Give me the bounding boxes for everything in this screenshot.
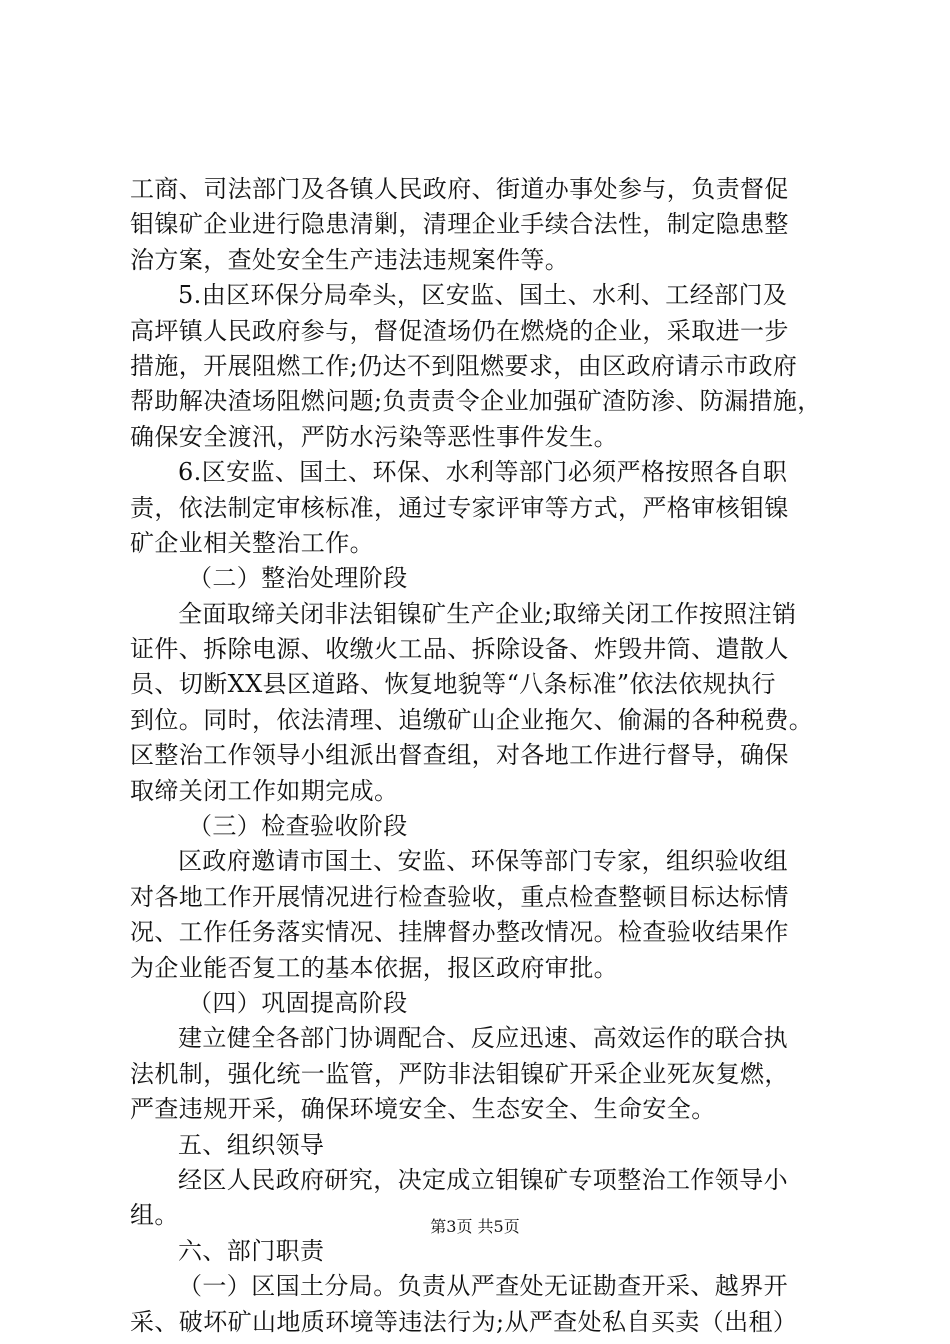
section-heading-responsibilities: 六、部门职责 [178,1236,325,1265]
paragraph-start: 全面取缔关闭非法钼镍矿生产企业;取缔关闭工作按照注销 [178,599,797,628]
text-line: 法机制，强化统一监管，严防非法钼镍矿开采企业死灰复燃， [130,1059,789,1088]
section-heading-inspection: （三）检查验收阶段 [188,812,408,841]
section-heading-consolidation: （四）巩固提高阶段 [188,988,408,1017]
text-line: 为企业能否复工的基本依据，报区政府审批。 [130,953,618,982]
paragraph-item-5: 5.由区环保分局牵头，区安监、国土、水利、工经部门及 [178,281,788,310]
text-line: 措施，开展阻燃工作;仍达不到阻燃要求，由区政府请示市政府 [130,351,798,380]
text-line: 区整治工作领导小组派出督查组，对各地工作进行督导，确保 [130,741,789,770]
document-body [130,172,850,1340]
paragraph-start: 区政府邀请市国土、安监、环保等部门专家，组织验收组 [178,847,788,876]
text-line: 对各地工作开展情况进行检查验收，重点检查整顿目标达标情 [130,882,789,911]
text-line: 责，依法制定审核标准，通过专家评审等方式，严格审核钼镍 [130,493,789,522]
text-line: 严查违规开采，确保环境安全、生态安全、生命安全。 [130,1095,716,1124]
paragraph-start: 建立健全各部门协调配合、反应迅速、高效运作的联合执 [178,1024,788,1053]
text-line: 帮助解决渣场阻燃问题;负责责令企业加强矿渣防渗、防漏措施， [130,387,822,416]
text-line: 员、切断XX县区道路、恢复地貌等“八条标准”依法依规执行 [130,670,776,699]
section-heading-organization: 五、组织领导 [178,1130,325,1159]
text-line: 工商、司法部门及各镇人民政府、街道办事处参与，负责督促 [130,175,789,203]
paragraph-start: （一）区国土分局。负责从严查处无证勘查开采、越界开 [178,1272,788,1301]
text-line: 组。 [130,1201,179,1230]
text-line: 取缔关闭工作如期完成。 [130,776,399,805]
paragraph-start: 经区人民政府研究，决定成立钼镍矿专项整治工作领导小 [178,1165,788,1194]
text-line: 治方案，查处安全生产违法违规案件等。 [130,245,570,274]
text-line: 采、破坏矿山地质环境等违法行为;从严查处私自买卖（出租） [130,1307,798,1336]
paragraph-item-6: 6.区安监、国土、环保、水利等部门必须严格按照各自职 [178,458,788,487]
text-line: 钼镍矿企业进行隐患清剿，清理企业手续合法性，制定隐患整 [130,210,789,239]
page-number-footer: 第3页 共5页 [430,1217,520,1236]
text-line: 证件、拆除电源、收缴火工品、拆除设备、炸毁井筒、遣散人 [130,635,789,664]
text-line: 到位。同时，依法清理、追缴矿山企业拖欠、偷漏的各种税费。 [130,705,814,734]
section-heading-rectification: （二）整治处理阶段 [188,564,408,593]
text-line: 确保安全渡汛，严防水污染等恶性事件发生。 [130,422,618,451]
text-line: 矿企业相关整治工作。 [130,528,374,557]
text-line: 高坪镇人民政府参与，督促渣场仍在燃烧的企业，采取进一步 [130,316,789,345]
text-line: 况、工作任务落实情况、挂牌督办整改情况。检查验收结果作 [130,918,789,947]
